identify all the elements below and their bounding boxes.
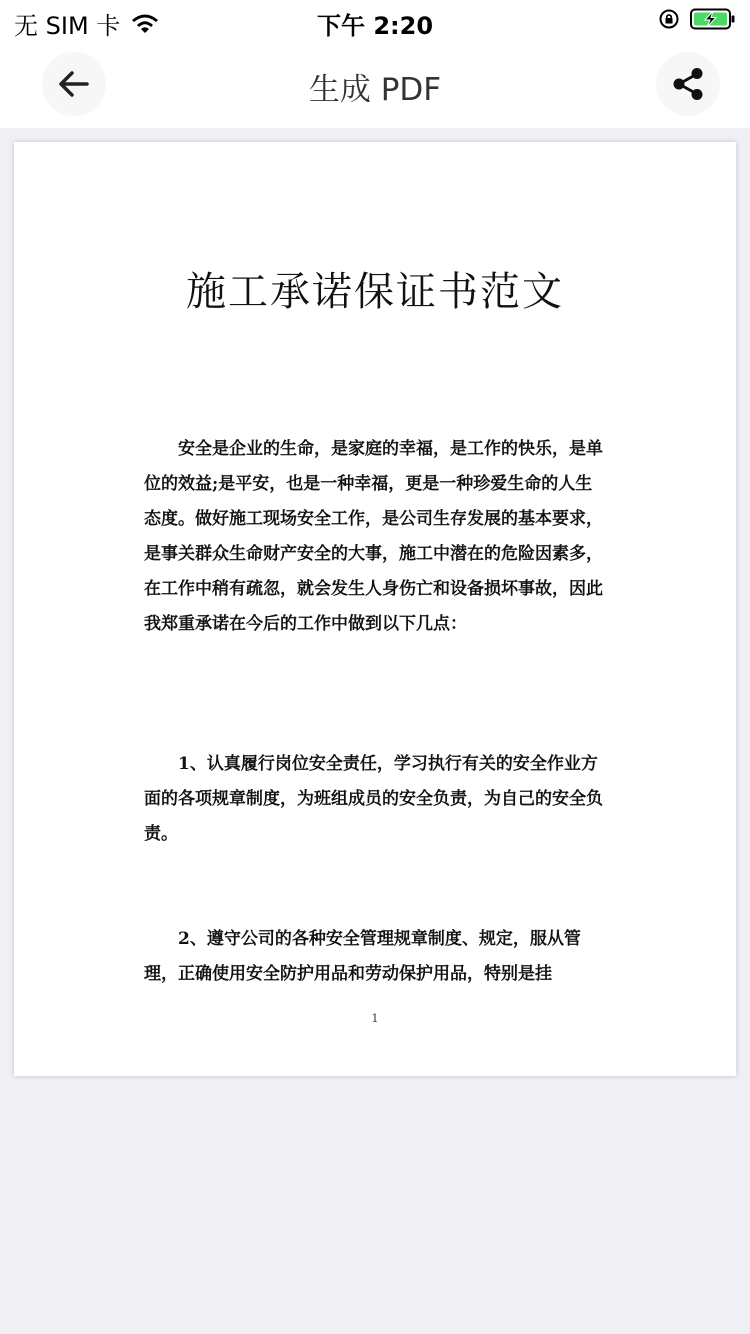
page-number: 1 — [371, 1012, 379, 1025]
document-paragraph: 安全是企业的生命，是家庭的幸福，是工作的快乐，是单位的效益;是平安，也是一种幸福，更是一种珍爱生命的人生态度。做好施工现场安全工作，是公司生存发展的基本要求，是事关群众生命财产安全的大事，施工中潜在的危险因素多，在工作中稍有疏忽，就会发生人身伤亡和设备损坏事故，因此我郑重承诺在今后的工作中做到以下几点： — [144, 439, 603, 634]
document-title: 施工承诺保证书范文 — [186, 269, 564, 315]
carrier-label: 无 SIM 卡 — [14, 12, 121, 40]
document-paragraph: 2、遵守公司的各种安全管理规章制度、规定，服从管理，正确使用安全防护用品和劳动保护用品，特别是挂 — [144, 929, 581, 984]
page-title: 生成 PDF — [308, 72, 442, 108]
orientation-lock-icon — [658, 8, 680, 30]
navigation-bar — [0, 40, 750, 128]
share-button[interactable] — [656, 52, 720, 116]
share-icon — [670, 66, 706, 102]
document-paragraph: 1、认真履行岗位安全责任，学习执行有关的安全作业方面的各项规章制度，为班组成员的安全负责，为自己的安全负责。 — [144, 754, 603, 844]
pdf-page-preview — [14, 142, 736, 1076]
battery-charging-icon — [690, 8, 736, 30]
status-time: 下午 2:20 — [316, 12, 434, 40]
status-bar — [0, 0, 750, 40]
status-right — [658, 8, 736, 30]
